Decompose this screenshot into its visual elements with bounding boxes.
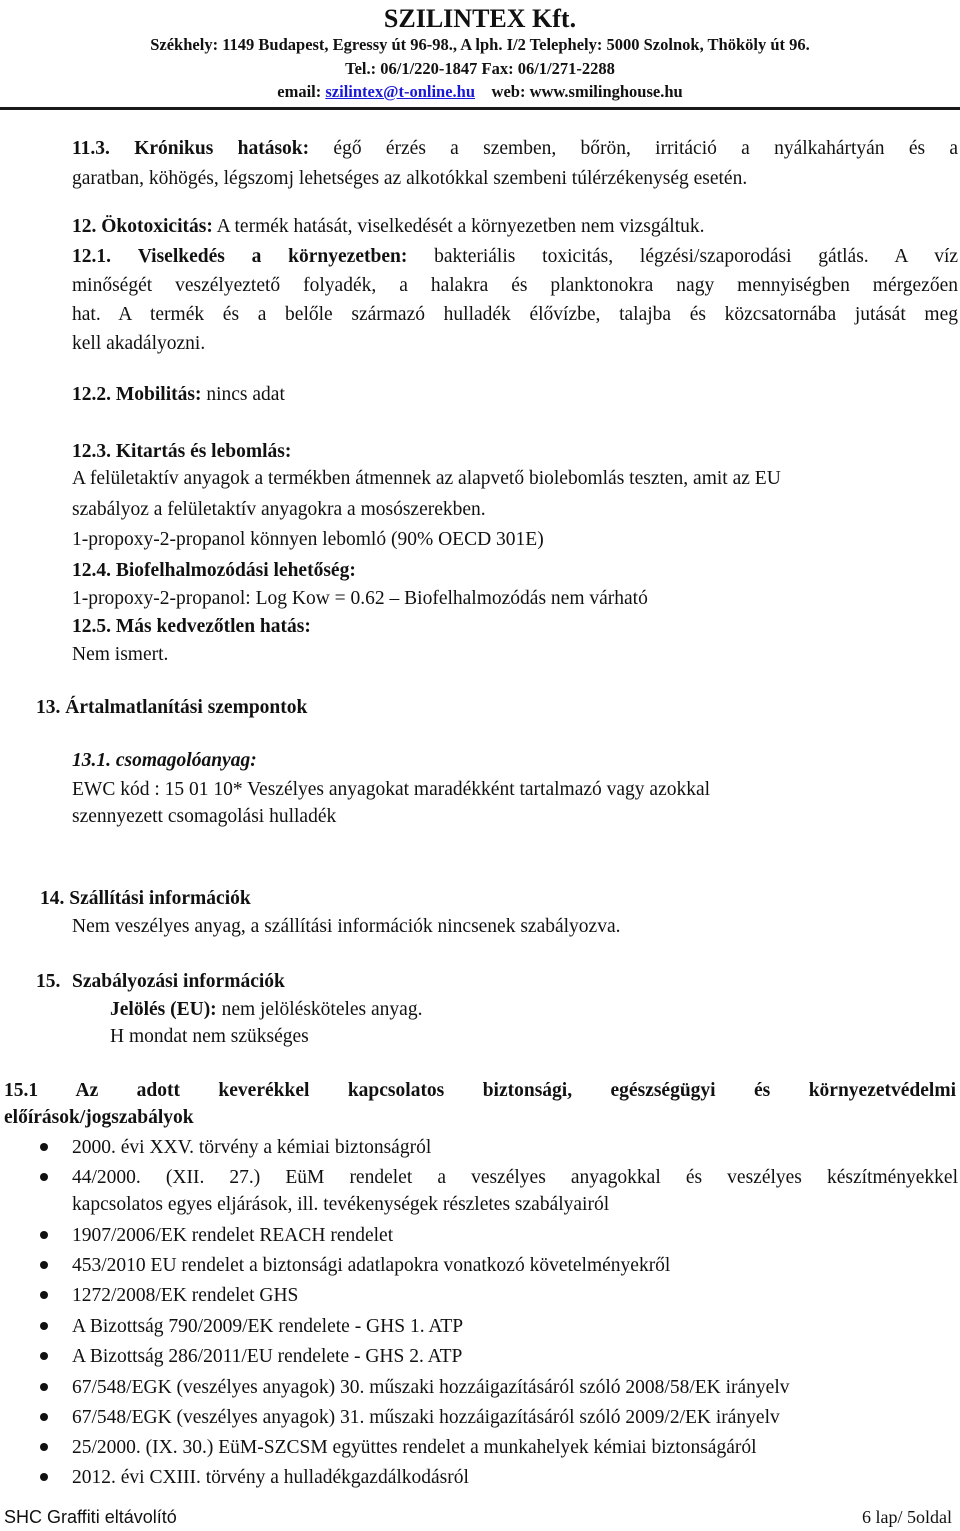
section-11-3-line-2: garatban, köhögés, légszomj lehetséges az alkotókkal szembeni túlérzékenység esetén. (72, 168, 748, 189)
email-link[interactable]: szilintex@t-online.hu (325, 82, 476, 101)
email-label: email: (277, 82, 326, 101)
bullet-icon (40, 1261, 48, 1269)
section-14-title: 14. Szállítási információk (40, 888, 251, 909)
section-12-5-line-1: Nem ismert. (72, 644, 169, 665)
company-phone: Tel.: 06/1/220-1847 Fax: 06/1/271-2288 (345, 59, 615, 78)
section-12-4-title: 12.4. Biofelhalmozódási lehetőség: (72, 560, 356, 581)
company-contact (0, 82, 960, 102)
section-12-2-title: 12.2. Mobilitás: (72, 384, 202, 405)
section-12-4-line-1: 1-propoxy-2-propanol: Log Kow = 0.62 – Biofelhalmozódás nem várható (72, 588, 648, 609)
section-12-1-line-4: kell akadályozni. (72, 333, 206, 354)
bullet-icon (40, 1413, 48, 1421)
section-15-1-title-line-1: 15.1 Az adott keverékkel kapcsolatos biztonsági, egészségügyi és környezetvédelmi (4, 1080, 956, 1101)
section-12-1-title: Viselkedés a környezetben: (137, 246, 408, 267)
section-12-3-line-1: A felületaktív anyagok a termékben átmennek az alapvető biolebomlás teszten, amit az EU (72, 468, 781, 489)
bullet-icon (40, 1473, 48, 1481)
company-name: SZILINTEX Kft. (383, 4, 577, 33)
section-12-3-title: 12.3. Kitartás és lebomlás: (72, 441, 292, 462)
section-13-1-line-1: EWC kód : 15 01 10* Veszélyes anyagokat maradékként tartalmazó vagy azokkal (72, 779, 711, 800)
list-item: 25/2000. (IX. 30.) EüM-SZCSM együttes rendelet a munkahelyek kémiai biztonságáról (72, 1437, 757, 1458)
list-item: 1272/2008/EK rendelet GHS (72, 1285, 299, 1306)
section-11-3-title: Krónikus hatások: (134, 138, 310, 159)
list-item: 2012. évi CXIII. törvény a hulladékgazdálkodásról (72, 1467, 469, 1488)
list-item: A Bizottság 790/2009/EK rendelete - GHS 1. ATP (72, 1316, 464, 1337)
web-label: web: (491, 82, 530, 101)
eu-label: Jelölés (EU): (110, 999, 217, 1020)
list-item: 453/2010 EU rendelet a biztonsági adatlapokra vonatkozó követelményekről (72, 1255, 671, 1276)
web-link[interactable]: www.smilinghouse.hu (529, 82, 683, 101)
list-item: A Bizottság 286/2011/EU rendelete - GHS 2. ATP (72, 1346, 463, 1367)
section-12-title: Ökotoxicitás: (101, 216, 213, 237)
list-item: 67/548/EGK (veszélyes anyagok) 31. műszaki hozzáigazításáról szóló 2009/2/EK irányelv (72, 1407, 780, 1428)
section-12-2-line: 12.2. Mobilitás: nincs adat (72, 384, 285, 405)
section-13-title: 13. Ártalmatlanítási szempontok (36, 697, 308, 718)
list-item-continuation: kapcsolatos egyes eljárások, ill. tevékenységek részletes szabályairól (72, 1194, 610, 1215)
section-11-3-line-1: 11.3. Krónikus hatások: égő érzés a szemben, bőrön, irritáció a nyálkahártyán és a (72, 138, 958, 159)
section-12-1-line-3: hat. A termék és a belőle származó hulladék élővízbe, talajba és közcsatornába jutását meg (72, 304, 958, 325)
bullet-icon (40, 1352, 48, 1360)
footer-product-name: SHC Graffiti eltávolító (4, 1507, 177, 1527)
section-15-number: 15. (36, 971, 61, 992)
section-12-5-title: 12.5. Más kedvezőtlen hatás: (72, 616, 311, 637)
company-address: Székhely: 1149 Budapest, Egressy út 96-98., A lph. I/2 Telephely: 5000 Szolnok, Thököly út 96. (150, 35, 810, 54)
section-12-1-line-2: minőségét veszélyeztető folyadék, a halakra és planktonokra nagy mennyiségben mérgezően (72, 275, 958, 296)
section-12-line: 12. Ökotoxicitás: A termék hatását, viselkedését a környezetben nem vizsgáltuk. (72, 216, 705, 237)
bullet-icon (40, 1291, 48, 1299)
section-13-1-line-2: szennyezett csomagolási hulladék (72, 806, 337, 827)
list-item: 1907/2006/EK rendelet REACH rendelet (72, 1225, 394, 1246)
bullet-icon (40, 1173, 48, 1181)
section-12-3-line-2: szabályoz a felületaktív anyagokra a mosószerekben. (72, 499, 486, 520)
list-item: 44/2000. (XII. 27.) EüM rendelet a veszélyes anyagokkal és veszélyes készítményekkel (72, 1167, 958, 1188)
section-13-1-title: 13.1. csomagolóanyag: (72, 750, 257, 771)
section-14-line-1: Nem veszélyes anyag, a szállítási információk nincsenek szabályozva. (72, 916, 621, 937)
bullet-icon (40, 1443, 48, 1451)
header-divider (0, 107, 960, 110)
section-15-title: Szabályozási információk (72, 971, 285, 992)
bullet-icon (40, 1383, 48, 1391)
list-item: 2000. évi XXV. törvény a kémiai biztonságról (72, 1137, 432, 1158)
section-15-line-2: H mondat nem szükséges (110, 1026, 309, 1047)
section-12-1-line-1: 12.1. Viselkedés a környezetben: bakteriális toxicitás, légzési/szaporodási gátlás. A víz (72, 246, 959, 267)
section-15-1-title-line-2: előírások/jogszabályok (4, 1107, 194, 1128)
section-15-line-1: Jelölés (EU): nem jelölésköteles anyag. (110, 999, 423, 1020)
section-12-3-line-3: 1-propoxy-2-propanol könnyen lebomló (90% OECD 301E) (72, 529, 544, 550)
bullet-icon (40, 1322, 48, 1330)
bullet-icon (40, 1143, 48, 1151)
footer-page-number: 6 lap/ 5oldal (862, 1507, 952, 1527)
list-item: 67/548/EGK (veszélyes anyagok) 30. műszaki hozzáigazításáról szóló 2008/58/EK irányelv (72, 1377, 790, 1398)
bullet-icon (40, 1231, 48, 1239)
